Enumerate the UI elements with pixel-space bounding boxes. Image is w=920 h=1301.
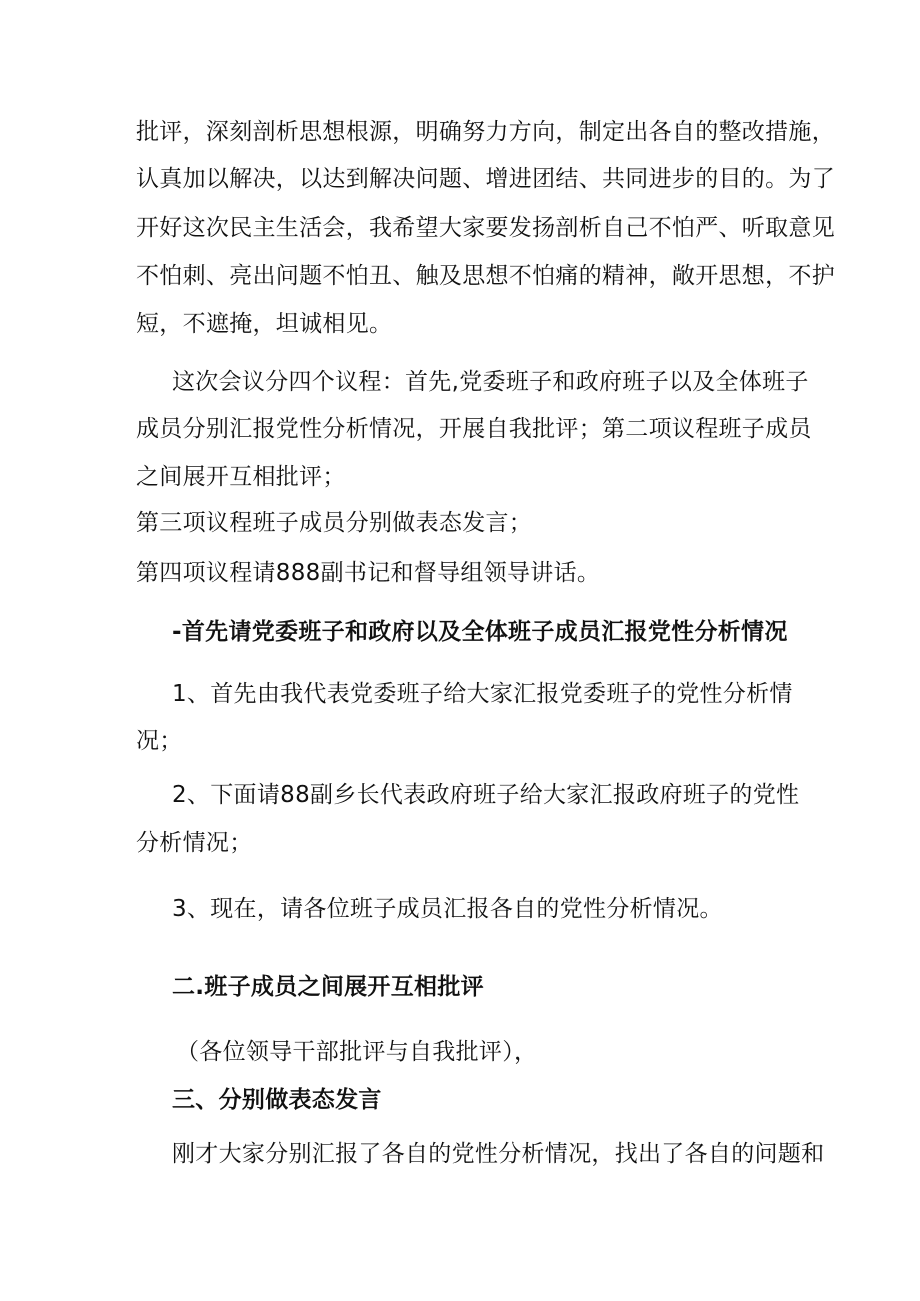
list-item: 2、下面请88副乡长代表政府班子给大家汇报政府班子的党性 bbox=[172, 782, 800, 808]
list-item: 分析情况； bbox=[136, 830, 253, 856]
paragraph-line: 开好这次民主生活会，我希望大家要发扬剖析自己不怕严、听取意见 bbox=[136, 215, 835, 241]
list-item: 况； bbox=[136, 728, 183, 754]
agenda-line: 成员分别汇报党性分析情况，开展自我批评；第二项议程班子成员 bbox=[136, 416, 812, 442]
section-heading: 二.班子成员之间展开互相批评 bbox=[172, 974, 484, 1000]
section-heading: -首先请党委班子和政府以及全体班子成员汇报党性分析情况 bbox=[172, 619, 788, 645]
paragraph-line: 短，不遮掩，坦诚相见。 bbox=[136, 311, 393, 337]
list-item: 3、现在，请各位班子成员汇报各自的党性分析情况。 bbox=[172, 896, 723, 922]
paragraph-line: 批评，深刻剖析思想根源，明确努力方向，制定出各自的整改措施， bbox=[136, 119, 835, 145]
list-item: 1、首先由我代表党委班子给大家汇报党委班子的党性分析情 bbox=[172, 681, 793, 707]
paragraph-line: 不怕刺、亮出问题不怕丑、触及思想不怕痛的精神，敞开思想，不护 bbox=[136, 263, 835, 289]
section-heading: 三、分别做表态发言 bbox=[172, 1087, 382, 1113]
agenda-line: 之间展开互相批评； bbox=[136, 464, 346, 490]
note-text: （各位领导干部批评与自我批评）， bbox=[176, 1039, 538, 1065]
paragraph-line: 认真加以解决，以达到解决问题、增进团结、共同进步的目的。为了 bbox=[136, 166, 835, 192]
agenda-line: 第四项议程请888副书记和督导组领导讲话。 bbox=[136, 560, 601, 586]
agenda-line: 这次会议分四个议程：首先,党委班子和政府班子以及全体班子 bbox=[172, 369, 809, 395]
agenda-line: 第三项议程班子成员分别做表态发言； bbox=[136, 510, 533, 536]
paragraph-line: 刚才大家分别汇报了各自的党性分析情况，找出了各自的问题和 bbox=[172, 1141, 825, 1167]
